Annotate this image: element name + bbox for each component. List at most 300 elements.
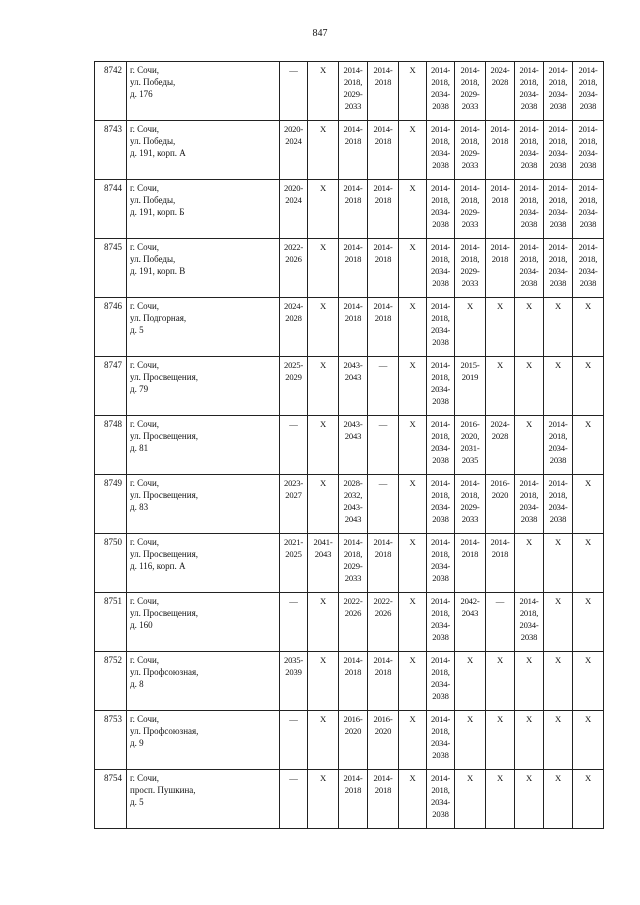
cell-line: X	[496, 655, 503, 665]
cell-line: 2029-	[460, 502, 480, 512]
schedule-cell	[280, 121, 308, 180]
schedule-cell	[399, 711, 427, 770]
cell-line: X	[409, 773, 416, 783]
cell-line: 2024	[285, 195, 302, 205]
schedule-cell	[368, 357, 399, 416]
cell-line: 2034-	[430, 148, 451, 158]
cell-line: 2014-	[430, 714, 451, 724]
schedule-cell	[399, 298, 427, 357]
address-line: д. 176	[130, 89, 153, 99]
schedule-cell	[339, 62, 368, 121]
schedule-cell	[486, 416, 515, 475]
address-line: просп. Пушкина,	[130, 785, 196, 795]
table-row	[95, 121, 604, 180]
cell-line: 2018,	[548, 77, 568, 87]
cell-line: 2038	[432, 219, 449, 229]
cell-line: 2043	[461, 608, 479, 618]
address-line: г. Сочи,	[130, 65, 160, 75]
cell-line: 2038	[579, 219, 597, 229]
cell-line: X	[319, 360, 326, 370]
cell-line: 2014-	[373, 655, 393, 665]
cell-line: X	[319, 596, 326, 606]
cell-line: X	[554, 655, 561, 665]
cell-line: 2038	[432, 337, 449, 347]
schedule-cell	[515, 770, 544, 829]
cell-line: 2038	[520, 160, 538, 170]
row-number-cell: 8753	[95, 711, 127, 770]
schedule-cell	[339, 416, 368, 475]
schedule-cell	[455, 298, 486, 357]
cell-line: —	[378, 360, 388, 370]
cell-line: X	[525, 360, 532, 370]
cell-line: 2021-	[283, 537, 304, 547]
cell-line: 2033	[344, 573, 362, 583]
schedule-cell	[399, 416, 427, 475]
schedule-cell	[544, 711, 573, 770]
schedule-cell	[308, 298, 339, 357]
schedule-cell	[515, 475, 544, 534]
schedule-cell	[427, 475, 455, 534]
cell-line: 2014-	[430, 655, 451, 665]
schedule-cell	[308, 770, 339, 829]
cell-line: 2043-	[343, 360, 363, 370]
cell-line: 2033	[461, 278, 479, 288]
cell-line: X	[584, 537, 591, 547]
schedule-cell	[339, 298, 368, 357]
row-number-cell: 8747	[95, 357, 127, 416]
address-line: д. 83	[130, 502, 149, 512]
address-line: ул. Профсоюзная,	[130, 667, 199, 677]
address-line: д. 191, корп. А	[130, 148, 186, 158]
cell-line: 2041-	[313, 537, 333, 547]
cell-line: 2034-	[430, 443, 451, 453]
schedule-cell	[515, 62, 544, 121]
table-row	[95, 416, 604, 475]
schedule-cell	[544, 475, 573, 534]
cell-line: 2014-	[430, 124, 451, 134]
cell-line: 2038	[432, 691, 449, 701]
cell-line: X	[409, 419, 416, 429]
cell-line: —	[378, 478, 388, 488]
cell-line: 2034-	[519, 266, 539, 276]
cell-line: 2014-	[343, 301, 363, 311]
schedule-cell	[515, 652, 544, 711]
schedule-cell	[368, 180, 399, 239]
table-row	[95, 534, 604, 593]
cell-line: X	[554, 773, 561, 783]
cell-line: 2014-	[343, 537, 363, 547]
cell-line: X	[409, 655, 416, 665]
address-line: д. 5	[130, 797, 144, 807]
schedule-cell	[308, 121, 339, 180]
cell-line: 2018,	[460, 490, 480, 500]
row-number-cell: 8742	[95, 62, 127, 121]
row-number-cell: 8752	[95, 652, 127, 711]
table-row	[95, 475, 604, 534]
cell-line: —	[289, 419, 298, 429]
schedule-cell	[308, 357, 339, 416]
address-cell	[127, 121, 280, 180]
cell-line: 2014-	[373, 242, 393, 252]
schedule-cell	[368, 534, 399, 593]
schedule-cell	[544, 239, 573, 298]
cell-line: 2018	[491, 136, 509, 146]
cell-line: 2015-	[460, 360, 480, 370]
schedule-cell	[280, 534, 308, 593]
cell-line: 2018,	[578, 254, 598, 264]
cell-line: 2034-	[430, 89, 451, 99]
cell-line: 2020	[491, 490, 509, 500]
address-line: ул. Просвещения,	[130, 431, 198, 441]
table-body	[95, 62, 604, 829]
schedule-cell	[280, 711, 308, 770]
cell-line: 2014-	[460, 242, 480, 252]
address-line: д. 191, корп. В	[130, 266, 186, 276]
schedule-cell	[486, 593, 515, 652]
schedule-cell	[368, 298, 399, 357]
cell-line: 2016-	[460, 419, 480, 429]
cell-line: X	[496, 714, 503, 724]
schedule-cell	[455, 593, 486, 652]
address-line: г. Сочи,	[130, 596, 160, 606]
cell-line: 2014-	[578, 183, 598, 193]
cell-line: 2038	[579, 160, 597, 170]
schedule-cell	[544, 416, 573, 475]
cell-line: 2029	[285, 372, 302, 382]
cell-line: 2018	[344, 254, 362, 264]
schedule-cell	[455, 534, 486, 593]
schedule-cell	[339, 357, 368, 416]
cell-line: 2014-	[548, 124, 568, 134]
address-line: ул. Просвещения,	[130, 490, 198, 500]
cell-line: —	[495, 596, 505, 606]
schedule-cell	[427, 62, 455, 121]
cell-line: 2014-	[460, 65, 480, 75]
schedule-cell	[544, 770, 573, 829]
cell-line: 2018	[374, 136, 392, 146]
row-number-cell: 8745	[95, 239, 127, 298]
cell-line: 2034-	[430, 325, 451, 335]
address-line: г. Сочи,	[130, 655, 160, 665]
cell-line: 2043	[344, 372, 362, 382]
schedule-cell	[427, 239, 455, 298]
cell-line: 2034-	[519, 207, 539, 217]
address-line: ул. Победы,	[130, 77, 176, 87]
cell-line: 2018	[374, 313, 392, 323]
address-line: г. Сочи,	[130, 183, 160, 193]
address-line: д. 5	[130, 325, 144, 335]
schedule-cell	[427, 652, 455, 711]
cell-line: X	[466, 655, 473, 665]
cell-line: 2014-	[373, 65, 393, 75]
cell-line: —	[378, 419, 388, 429]
cell-line: 2018,	[519, 77, 539, 87]
cell-line: 2038	[432, 514, 449, 524]
cell-line: 2014-	[343, 65, 363, 75]
schedule-cell	[399, 534, 427, 593]
cell-line: 2014-	[460, 478, 480, 488]
schedule-cell	[573, 652, 604, 711]
schedule-cell	[427, 357, 455, 416]
cell-line: 2038	[432, 396, 449, 406]
table-row	[95, 770, 604, 829]
cell-line: X	[466, 773, 473, 783]
schedule-cell	[308, 475, 339, 534]
cell-line: 2018	[374, 254, 392, 264]
table-row	[95, 652, 604, 711]
cell-line: 2038	[432, 455, 449, 465]
cell-line: X	[554, 714, 561, 724]
schedule-cell	[515, 416, 544, 475]
cell-line: X	[409, 65, 416, 75]
schedule-cell	[339, 770, 368, 829]
cell-line: 2018	[374, 785, 392, 795]
cell-line: X	[496, 360, 503, 370]
row-number-cell: 8746	[95, 298, 127, 357]
cell-line: 2018,	[548, 490, 568, 500]
schedule-cell	[308, 180, 339, 239]
cell-line: 2014-	[519, 242, 539, 252]
cell-line: 2034-	[519, 502, 539, 512]
schedule-cell	[544, 298, 573, 357]
cell-line: X	[584, 301, 591, 311]
schedule-cell	[427, 770, 455, 829]
cell-line: 2014-	[548, 419, 568, 429]
schedule-cell	[515, 121, 544, 180]
schedule-cell	[544, 121, 573, 180]
cell-line: 2018,	[519, 254, 539, 264]
cell-line: X	[409, 242, 416, 252]
cell-line: 2014-	[430, 360, 451, 370]
cell-line: 2014-	[430, 65, 451, 75]
cell-line: 2016-	[373, 714, 393, 724]
schedule-cell	[486, 534, 515, 593]
cell-line: 2038	[549, 455, 567, 465]
cell-line: 2014-	[460, 124, 480, 134]
cell-line: 2034-	[519, 620, 539, 630]
row-number-cell: 8744	[95, 180, 127, 239]
cell-line: 2014-	[343, 242, 363, 252]
address-cell	[127, 534, 280, 593]
cell-line: X	[466, 714, 473, 724]
schedule-cell	[573, 711, 604, 770]
cell-line: X	[409, 714, 416, 724]
cell-line: 2024-	[490, 419, 510, 429]
cell-line: 2014-	[343, 773, 363, 783]
cell-line: 2034-	[548, 443, 568, 453]
schedule-cell	[455, 475, 486, 534]
cell-line: 2018,	[431, 77, 450, 87]
cell-line: 2018,	[431, 726, 450, 736]
cell-line: 2018	[344, 313, 362, 323]
schedule-cell	[544, 180, 573, 239]
cell-line: 2025	[285, 549, 302, 559]
cell-line: 2033	[344, 101, 362, 111]
cell-line: X	[319, 242, 326, 252]
schedule-cell	[339, 239, 368, 298]
cell-line: 2018	[461, 549, 479, 559]
cell-line: 2014-	[548, 183, 568, 193]
cell-line: 2018,	[548, 254, 568, 264]
address-cell	[127, 711, 280, 770]
schedule-cell	[427, 593, 455, 652]
address-line: ул. Подгорная,	[130, 313, 187, 323]
cell-line: 2028	[285, 313, 302, 323]
address-line: ул. Победы,	[130, 136, 176, 146]
schedule-cell	[280, 239, 308, 298]
cell-line: 2035	[461, 455, 479, 465]
schedule-cell	[544, 652, 573, 711]
schedule-cell	[573, 475, 604, 534]
cell-line: 2014-	[373, 773, 393, 783]
schedule-cell	[455, 770, 486, 829]
cell-line: 2029-	[343, 561, 363, 571]
cell-line: 2018	[374, 195, 392, 205]
cell-line: 2018	[344, 195, 362, 205]
cell-line: 2014-	[343, 183, 363, 193]
schedule-cell	[280, 298, 308, 357]
cell-line: 2027	[285, 490, 302, 500]
cell-line: 2018,	[578, 195, 598, 205]
cell-line: X	[525, 537, 532, 547]
cell-line: 2034-	[430, 620, 451, 630]
repair-schedule-table	[94, 61, 604, 829]
schedule-cell	[455, 239, 486, 298]
cell-line: 2018,	[548, 195, 568, 205]
schedule-cell	[486, 180, 515, 239]
schedule-cell	[399, 652, 427, 711]
table-row	[95, 298, 604, 357]
cell-line: 2018,	[548, 431, 568, 441]
schedule-cell	[308, 62, 339, 121]
cell-line: X	[584, 773, 591, 783]
cell-line: 2018,	[519, 608, 539, 618]
schedule-cell	[455, 711, 486, 770]
cell-line: 2018,	[431, 785, 450, 795]
cell-line: 2034-	[548, 89, 568, 99]
schedule-cell	[308, 711, 339, 770]
cell-line: X	[584, 655, 591, 665]
schedule-cell	[368, 416, 399, 475]
cell-line: X	[319, 124, 326, 134]
cell-line: 2034-	[430, 797, 451, 807]
cell-line: 2014-	[548, 65, 568, 75]
table-row	[95, 239, 604, 298]
schedule-cell	[427, 416, 455, 475]
schedule-cell	[544, 357, 573, 416]
schedule-cell	[368, 239, 399, 298]
schedule-cell	[339, 534, 368, 593]
address-line: г. Сочи,	[130, 419, 160, 429]
cell-line: X	[319, 65, 326, 75]
cell-line: 2018,	[431, 490, 450, 500]
schedule-cell	[515, 593, 544, 652]
table-row	[95, 711, 604, 770]
cell-line: 2034-	[430, 738, 451, 748]
cell-line: 2014-	[430, 301, 451, 311]
cell-line: 2018	[344, 785, 362, 795]
cell-line: 2018,	[431, 195, 450, 205]
cell-line: 2014-	[430, 537, 451, 547]
cell-line: X	[584, 419, 591, 429]
cell-line: 2034-	[578, 89, 598, 99]
cell-line: 2014-	[343, 655, 363, 665]
address-cell	[127, 652, 280, 711]
cell-line: 2014-	[548, 478, 568, 488]
schedule-cell	[573, 239, 604, 298]
schedule-cell	[455, 652, 486, 711]
schedule-cell	[280, 770, 308, 829]
cell-line: 2018,	[519, 136, 539, 146]
cell-line: 2018,	[460, 77, 480, 87]
schedule-cell	[573, 62, 604, 121]
cell-line: 2014-	[373, 183, 393, 193]
cell-line: —	[289, 714, 298, 724]
cell-line: 2034-	[430, 561, 451, 571]
cell-line: 2019	[461, 372, 479, 382]
schedule-cell	[455, 416, 486, 475]
cell-line: 2033	[461, 514, 479, 524]
schedule-cell	[544, 62, 573, 121]
cell-line: 2014-	[548, 242, 568, 252]
cell-line: X	[409, 596, 416, 606]
schedule-cell	[455, 62, 486, 121]
schedule-cell	[308, 534, 339, 593]
schedule-cell	[280, 652, 308, 711]
schedule-cell	[339, 121, 368, 180]
address-line: д. 81	[130, 443, 149, 453]
address-cell	[127, 62, 280, 121]
cell-line: 2038	[432, 160, 449, 170]
cell-line: 2042-	[460, 596, 480, 606]
schedule-cell	[368, 475, 399, 534]
cell-line: 2038	[549, 514, 567, 524]
cell-line: X	[319, 419, 326, 429]
cell-line: 2014-	[490, 124, 510, 134]
row-number-cell: 8754	[95, 770, 127, 829]
address-line: г. Сочи,	[130, 360, 160, 370]
schedule-cell	[515, 534, 544, 593]
cell-line: 2034-	[548, 266, 568, 276]
cell-line: 2014-	[343, 124, 363, 134]
cell-line: 2025-	[283, 360, 304, 370]
cell-line: 2018	[374, 667, 392, 677]
cell-line: X	[319, 478, 326, 488]
cell-line: 2014-	[430, 773, 451, 783]
schedule-cell	[515, 357, 544, 416]
cell-line: 2014-	[578, 65, 598, 75]
schedule-cell	[515, 298, 544, 357]
cell-line: 2033	[461, 101, 479, 111]
cell-line: 2029-	[460, 89, 480, 99]
cell-line: 2014-	[519, 183, 539, 193]
schedule-cell	[280, 416, 308, 475]
cell-line: X	[409, 478, 416, 488]
cell-line: 2034-	[519, 148, 539, 158]
cell-line: 2028	[491, 77, 509, 87]
cell-line: X	[554, 360, 561, 370]
cell-line: 2014-	[519, 478, 539, 488]
schedule-cell	[399, 239, 427, 298]
schedule-cell	[486, 121, 515, 180]
cell-line: 2028	[491, 431, 509, 441]
cell-line: X	[525, 301, 532, 311]
schedule-cell	[427, 298, 455, 357]
cell-line: 2014-	[430, 478, 451, 488]
cell-line: X	[554, 537, 561, 547]
address-line: д. 160	[130, 620, 153, 630]
schedule-cell	[573, 416, 604, 475]
